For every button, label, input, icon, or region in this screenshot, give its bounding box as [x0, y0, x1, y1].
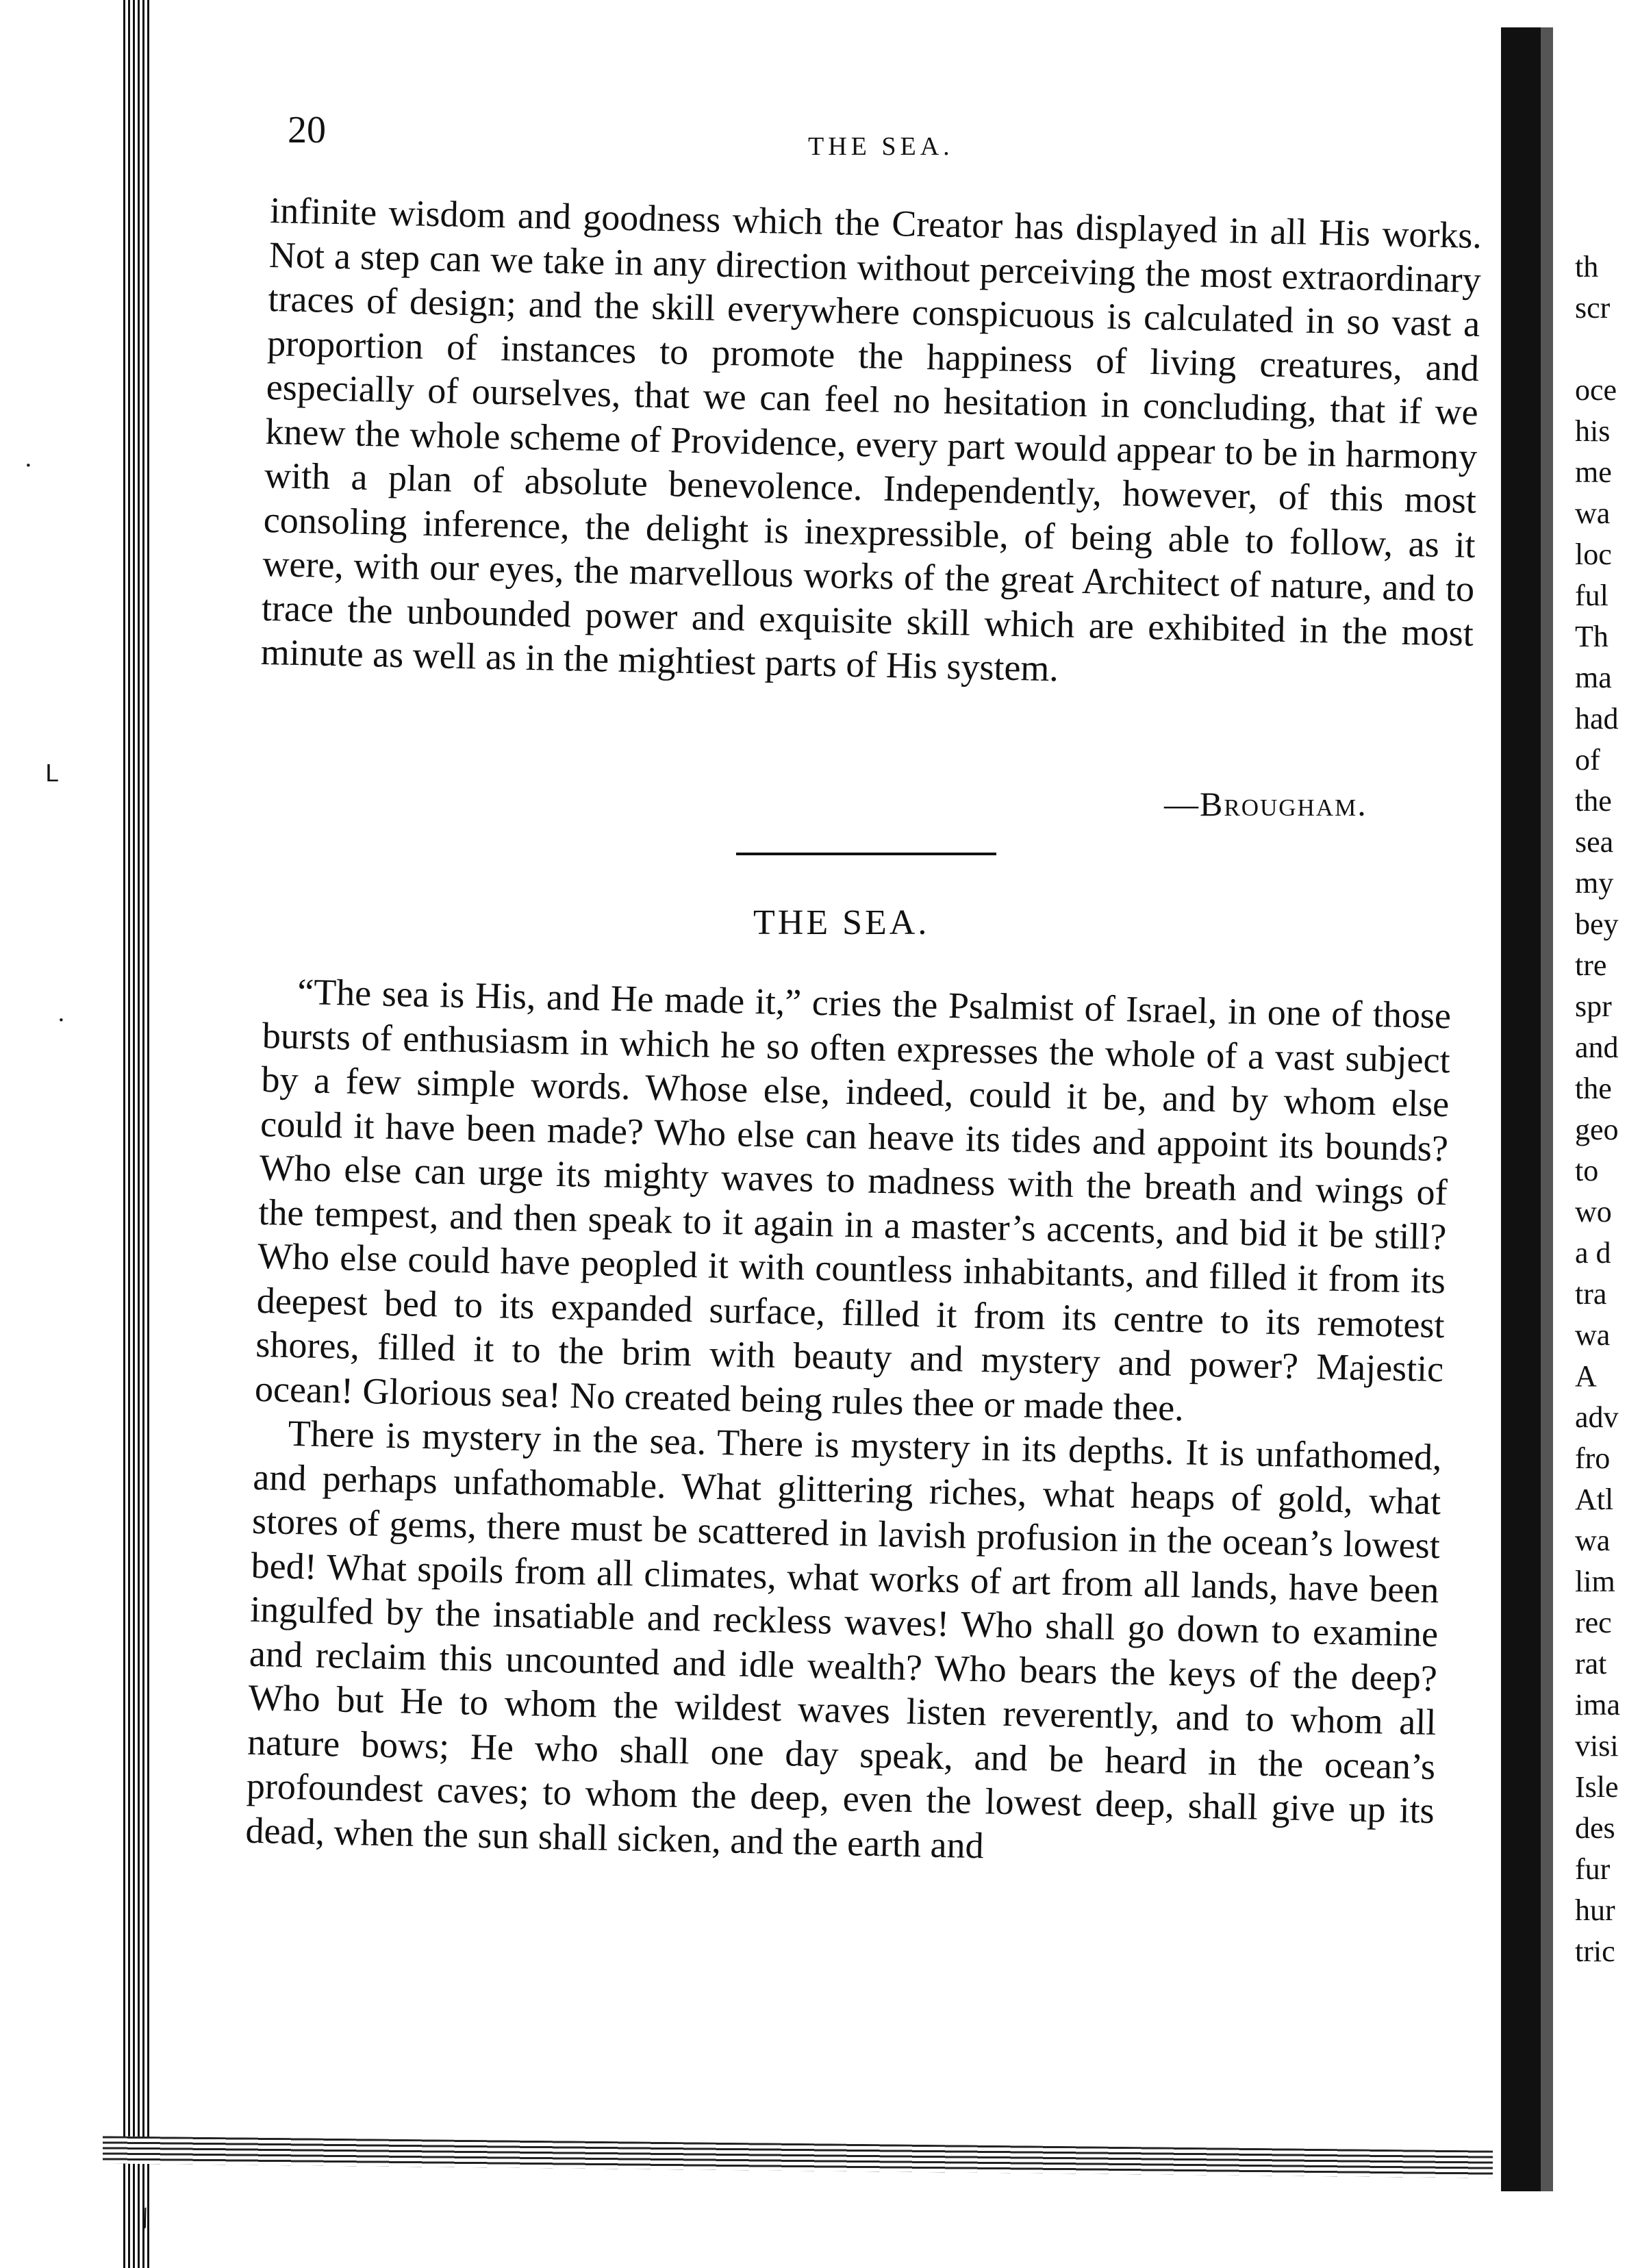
- facing-page-fragment: lim: [1575, 1565, 1615, 1598]
- facing-page-fragment: his: [1575, 414, 1611, 448]
- passage-paragraph: infinite wisdom and goodness which the Creator has displayed in all His works. Not a step can we take in any direction without perceiving the most extraordinary traces of design; and the skill everywhere conspicuous is calculated in so vast a proportion of instances to promote the happiness of living creatures, and especially of ourselves, that we can feel no hesitation in concluding, that if we knew the whole scheme of Providence, every part would appear to be in harmony with a plan of absolute benevolence. Independently, however, of this most consoling inference, the delight is inexpressible, of being able to follow, as it were, with our eyes, the marvellous works of the great Architect of nature, and to trace the unbounded power and exquisite skill which are exhibited in the most minute as well as in the mightiest parts of His system.: [260, 189, 1483, 690]
- facing-page-fragment: visi: [1575, 1729, 1619, 1763]
- facing-page-fragment: wa: [1575, 1524, 1611, 1557]
- facing-page-fragment: my: [1575, 866, 1614, 900]
- facing-page-fragment: and: [1575, 1031, 1619, 1064]
- section-divider: [736, 853, 996, 855]
- book-spine: [1541, 27, 1554, 2191]
- passage-body: [260, 188, 1482, 699]
- facing-page-fragment: the: [1575, 784, 1612, 818]
- facing-page-fragment: adv: [1575, 1400, 1619, 1434]
- facing-page-fragment: Atl: [1575, 1483, 1614, 1516]
- facing-page-fragment: des: [1575, 1811, 1615, 1845]
- facing-page-fragment: rec: [1575, 1606, 1612, 1639]
- facing-page-fragment: scr: [1575, 291, 1611, 325]
- scan-speck: ·: [58, 1007, 65, 1034]
- facing-page-fragment: geo: [1575, 1113, 1619, 1146]
- page-edge-bottom: [103, 2136, 1493, 2178]
- facing-page-fragment: hur: [1575, 1893, 1615, 1927]
- attribution: —Brougham.: [1164, 785, 1367, 823]
- facing-page-fragment: Isle: [1575, 1770, 1619, 1804]
- running-head: THE SEA.: [808, 132, 954, 161]
- facing-page-fragment: tric: [1575, 1935, 1615, 1968]
- facing-page-fragment: A: [1575, 1359, 1597, 1393]
- facing-page-fragment: fro: [1575, 1441, 1611, 1475]
- facing-page-fragment: ma: [1575, 661, 1612, 694]
- scan-speck: ⁄: [137, 2206, 155, 2232]
- page-gutter-shadow: [1501, 27, 1541, 2191]
- facing-page-fragment: me: [1575, 455, 1612, 489]
- facing-page-fragment: of: [1575, 743, 1600, 777]
- page-number: 20: [288, 109, 326, 151]
- facing-page-fragment: a d: [1575, 1236, 1611, 1270]
- section-body: [245, 969, 1452, 1877]
- facing-page-fragment: had: [1575, 702, 1619, 735]
- facing-page-fragment: loc: [1575, 538, 1612, 571]
- facing-page-fragment: wo: [1575, 1195, 1612, 1228]
- facing-page-fragment: [1575, 329, 1627, 370]
- facing-page-text: [1575, 247, 1627, 1972]
- page-edge-left: [123, 0, 151, 2268]
- facing-page-fragment: Th: [1575, 620, 1609, 653]
- facing-page-fragment: spr: [1575, 990, 1612, 1023]
- facing-page-fragment: th: [1575, 250, 1599, 284]
- section-paragraph: There is mystery in the sea. There is mystery in its depths. It is unfathomed, and perhaps unfathomable. What glittering riches, what heaps of gold, what stores of gems, there must be scattered in lavish profusion in the ocean’s lowest bed! What spoils from all climates, what works of art from all lands, have been ingulfed by the insatiable and reckless waves! Who shall go down to examine and reclaim this uncounted and idle wealth? Who bears the keys of the deep? Who but He to whom the wildest waves listen reverently, and to whom all nature bows; He who shall one day speak, and be heard in the ocean’s profoundest caves; to whom the deep, even the lowest deep, shall give up its dead, when the sun shall sicken, and the earth and: [245, 1412, 1443, 1866]
- facing-page-fragment: wa: [1575, 1318, 1611, 1352]
- facing-page-fragment: wa: [1575, 496, 1611, 530]
- scan-speck: ᒪ: [45, 760, 58, 788]
- facing-page-fragment: fur: [1575, 1852, 1611, 1886]
- facing-page-fragment: sea: [1575, 825, 1614, 859]
- facing-page-fragment: the: [1575, 1072, 1612, 1105]
- section-title: THE SEA.: [753, 903, 930, 942]
- facing-page-fragment: bey: [1575, 907, 1619, 941]
- facing-page-fragment: ima: [1575, 1688, 1620, 1722]
- section-paragraph: “The sea is His, and He made it,” cries the Psalmist of Israel, in one of those bursts of enthusiasm in which he so often expresses the whole of a vast subject by a few simple words. Whose else, indeed, could it be, and by whom else could it have been made? Who else can heave its tides and appoint its bounds? Who else can urge its mighty waves to madness with the breath and wings of the tempest, and then speak to it again in a master’s accents, and bid it be still? Who else could have peopled it with countless inhabitants, and filled it from its deepest bed to its expanded surface, filled it from its centre to its remotest shores, filled it to the brim with beauty and mystery and power? Majestic ocean! Glorious sea! No created being rules thee or made thee.: [254, 971, 1452, 1428]
- scan-speck: ·: [25, 452, 32, 479]
- facing-page-fragment: to: [1575, 1154, 1599, 1187]
- facing-page-fragment: rat: [1575, 1647, 1607, 1680]
- facing-page-fragment: oce: [1575, 373, 1617, 407]
- facing-page-fragment: tre: [1575, 948, 1607, 982]
- facing-page-fragment: tra: [1575, 1277, 1607, 1311]
- facing-page-fragment: ful: [1575, 579, 1609, 612]
